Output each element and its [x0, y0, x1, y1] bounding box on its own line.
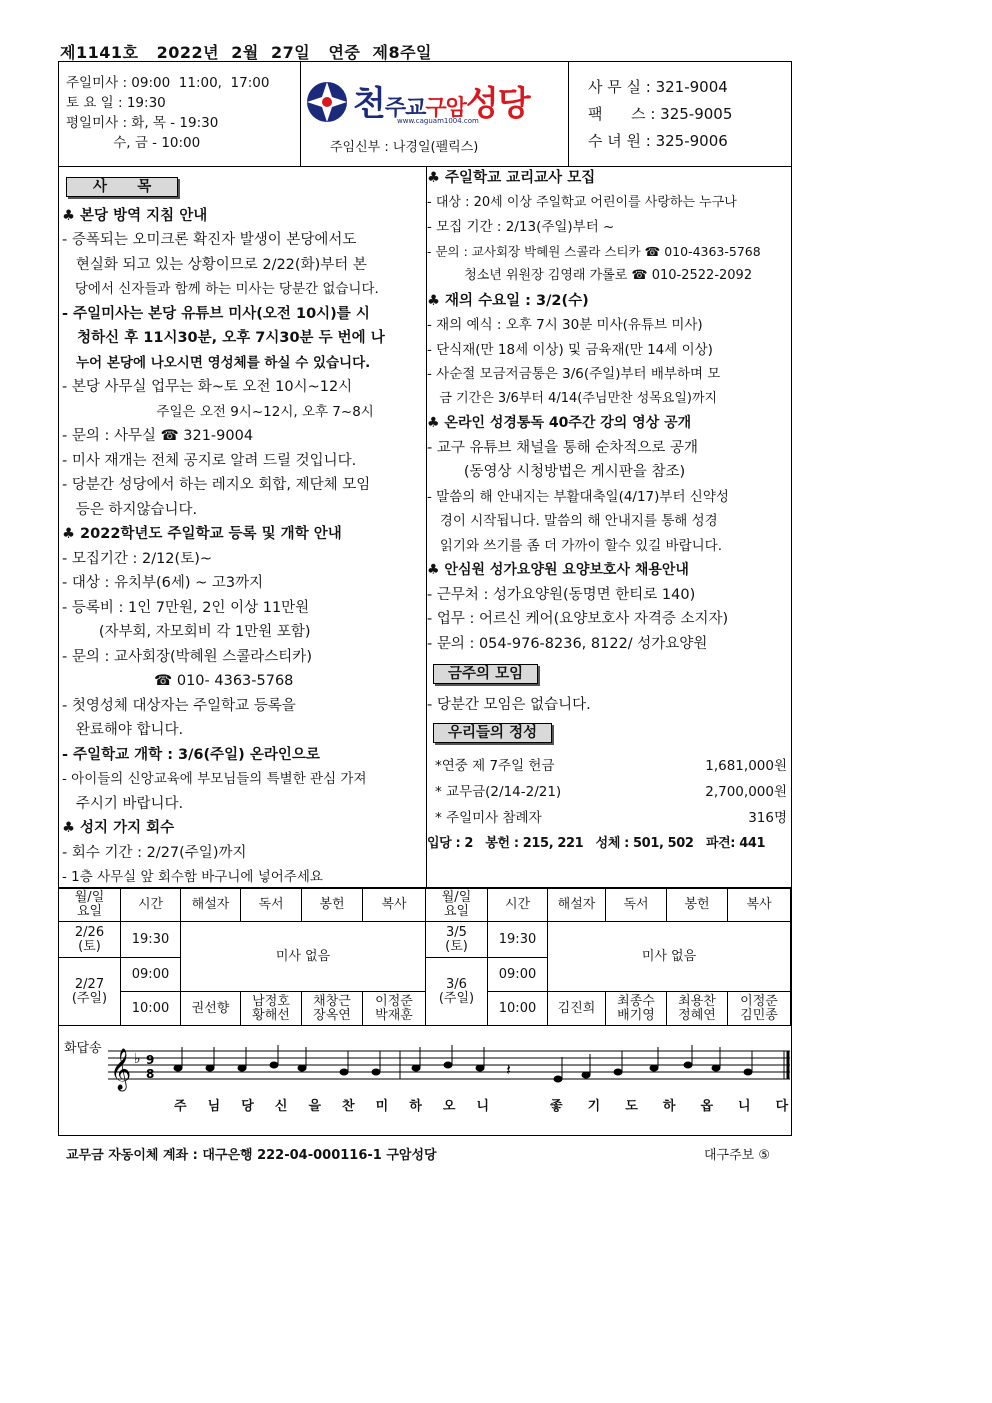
header-server: 복사: [363, 888, 426, 922]
notice-line: - 근무처 : 성가요양원(동명면 한티로 140): [427, 586, 696, 603]
psalm-lyrics-2: 좋 기 도 하 옵 니 다: [550, 1099, 789, 1114]
header-reading: 독서: [241, 888, 302, 922]
header-date: 월/일 요일: [59, 888, 121, 922]
commentator-cell: 권선향: [181, 992, 241, 1026]
offering-value: 316명: [748, 809, 787, 826]
time-cell: 19:30: [121, 922, 181, 958]
header-offering: 봉헌: [667, 888, 728, 922]
pastor-name: 주임신부 : 나경일(펠릭스): [330, 140, 479, 155]
contact-numbers: [588, 74, 732, 155]
notice-line: 등은 하지않습니다.: [62, 501, 198, 518]
notice-line: 청소년 위원장 김영래 가롤로 ☎ 010-2522-2092: [427, 268, 753, 283]
notice-line: - 업무 : 어르신 케어(요양보호사 자격증 소지자): [427, 611, 729, 627]
notice-line: - 문의 : 054-976-8236, 8122/ 성가요양원: [427, 635, 708, 652]
notice-line: - 첫영성체 대상자는 주일학교 등록을: [62, 697, 296, 714]
time-cell: 10:00: [488, 992, 548, 1026]
weekday-mass-1: 평일미사 : 화, 목 - 19:30: [66, 115, 219, 131]
psalm-label: 화답송: [64, 1041, 102, 1056]
notice-line-bold: - 주일학교 개학 : 3/6(주일) 온라인으로: [62, 746, 320, 763]
section-label-offerings: 우리들의 정성: [433, 723, 552, 743]
svg-text:𝄽: 𝄽: [506, 1060, 511, 1079]
notice-heading: ♣ 주일학교 교리교사 모집: [427, 170, 596, 186]
header-commentator: 해설자: [548, 888, 606, 922]
notice-line: - 단식재(만 18세 이상) 및 금육재(만 14세 이상): [427, 341, 713, 358]
logo-emblem-icon: [305, 80, 349, 124]
date-cell: 3/5 (토): [426, 922, 488, 958]
notice-line: - 본당 사무실 업무는 화~토 오전 10시~12시: [62, 379, 353, 395]
reading-cell: 남정호 황해선: [241, 992, 302, 1026]
notice-line: - 등록비 : 1인 7만원, 2인 이상 11만원: [62, 599, 310, 616]
notice-line: - 문의 : 사무실 ☎ 321-9004: [62, 428, 254, 444]
server-cell: 이정준 김민종: [728, 992, 791, 1026]
offering-row: [427, 780, 789, 806]
left-column: [62, 175, 422, 890]
notice-line: 경이 시작됩니다. 말씀의 해 안내지를 통해 성경: [427, 513, 718, 529]
notice-line: - 모집 기간 : 2/13(주일)부터 ~: [427, 219, 615, 235]
notice-heading: ♣ 온라인 성경통독 40주간 강의 영상 공개: [427, 415, 692, 431]
notice-line: - 모집기간 : 2/12(토)~: [62, 550, 213, 567]
svg-text:𝄞: 𝄞: [110, 1049, 132, 1090]
notice-heading: ♣ 성지 가지 회수: [62, 820, 175, 836]
header-time: 시간: [121, 888, 181, 922]
time-cell: 19:30: [488, 922, 548, 958]
notice-line: - 문의 : 교사회장 박혜원 스콜라 스티카 ☎ 010-4363-5768: [427, 243, 761, 259]
svg-text:8: 8: [146, 1067, 155, 1081]
offering-value: 2,700,000원: [705, 783, 787, 800]
issue-title: 제1141호 2022년 2월 27일 연중 제8주일: [60, 43, 432, 62]
fax-number: 팩 스 : 325-9005: [588, 105, 733, 123]
header-commentator: 해설자: [181, 888, 241, 922]
notice-line: 읽기와 쓰기를 좀 더 가까이 할수 있길 바랍니다.: [427, 537, 722, 554]
notice-line: 금 기간은 3/6부터 4/14(주님만찬 성목요일)까지: [427, 390, 718, 406]
header-server: 복사: [728, 888, 791, 922]
no-mass-cell: 미사 없음: [181, 922, 426, 992]
office-phone: 사 무 실 : 321-9004: [588, 78, 728, 96]
date-cell: 2/27 (주일): [59, 958, 121, 1026]
offering-row: [427, 754, 789, 780]
music-staff-icon: [60, 1037, 792, 1097]
offering-name: * 주일미사 참례자: [435, 809, 542, 826]
notice-line: - 아이들의 신앙교육에 부모님들의 특별한 관심 가져: [62, 771, 367, 787]
notice-line: 현실화 되고 있는 상황이므로 2/22(화)부터 본: [62, 256, 367, 273]
offering-name: *연중 제 7주일 헌금: [435, 757, 555, 774]
ministry-schedule-table: [58, 887, 791, 1026]
header-reading: 독서: [606, 888, 667, 922]
svg-text:♭: ♭: [134, 1051, 141, 1067]
time-cell: 10:00: [121, 992, 181, 1026]
notice-line: - 문의 : 교사회장(박혜원 스콜라스티카): [62, 648, 312, 665]
meetings-line: - 당분간 모임은 없습니다.: [427, 696, 591, 713]
notice-line: - 증폭되는 오미크론 확진자 발생이 본당에서도: [62, 232, 357, 248]
commentator-cell: 김진희: [548, 992, 606, 1026]
convent-phone: 수 녀 원 : 325-9006: [588, 132, 728, 150]
notice-line-bold: 누어 본당에 나오시면 영성체를 하실 수 있습니다.: [62, 354, 371, 371]
no-mass-cell: 미사 없음: [548, 922, 791, 992]
notice-line: 주시기 바랍니다.: [62, 795, 184, 812]
notice-line: - 회수 기간 : 2/27(주일)까지: [62, 844, 247, 861]
notice-line: - 대상 : 20세 이상 주일학교 어린이를 사랑하는 누구나: [427, 194, 737, 210]
offering-name: * 교무금(2/14-2/21): [435, 783, 562, 800]
notice-line: 주일은 오전 9시~12시, 오후 7~8시: [62, 403, 374, 420]
reading-cell: 최종수 배기영: [606, 992, 667, 1026]
header-time: 시간: [488, 888, 548, 922]
notice-line: (자부회, 자모회비 각 1만원 포함): [62, 624, 311, 640]
mass-times: [66, 73, 269, 153]
psalm-lyrics-1: 주 님 당 신 을 찬 미 하 오 니: [174, 1099, 490, 1114]
bank-account-info: 교무금 자동이체 계좌 : 대구은행 222-04-000116-1 구암성당: [66, 1148, 437, 1163]
saturday-mass: 토 요 일 : 19:30: [66, 95, 166, 111]
notice-line: - 교구 유튜브 채널을 통해 순차적으로 공개: [427, 439, 699, 456]
offering-row: [427, 806, 789, 832]
sunday-mass: 주일미사 : 09:00 11:00, 17:00: [66, 75, 270, 91]
section-label-meetings: 금주의 모임: [433, 664, 538, 684]
notice-line-bold: - 주일미사는 본당 유튜브 미사(오전 10시)를 시: [62, 305, 370, 322]
notice-heading: ♣ 안심원 성가요양원 요양보호사 채용안내: [427, 562, 689, 578]
time-cell: 09:00: [488, 958, 548, 992]
date-cell: 3/6 (주일): [426, 958, 488, 1026]
notice-heading: ♣ 2022학년도 주일학교 등록 및 개학 안내: [62, 526, 342, 542]
notice-line: - 미사 재개는 전체 공지로 알려 드릴 것입니다.: [62, 452, 357, 469]
notice-line: - 사순절 모금저금통은 3/6(주일)부터 배부하며 모: [427, 366, 721, 382]
notice-line: - 대상 : 유치부(6세) ~ 고3까지: [62, 575, 264, 591]
notice-line: ☎ 010- 4363-5768: [62, 673, 294, 689]
offering-cell: 채창근 장옥연: [302, 992, 363, 1026]
parish-logo: [305, 74, 545, 134]
notice-line-bold: 청하신 후 11시30분, 오후 7시30분 두 번에 나: [62, 330, 385, 346]
notice-line: 완료해야 합니다.: [62, 722, 184, 738]
offering-value: 1,681,000원: [705, 757, 787, 774]
notice-heading: ♣ 본당 방역 지침 안내: [62, 207, 208, 224]
notice-line: - 재의 예식 : 오후 7시 30분 미사(유튜브 미사): [427, 317, 703, 333]
server-cell: 이정준 박재훈: [363, 992, 426, 1026]
header-offering: 봉헌: [302, 888, 363, 922]
notice-line: - 1층 사무실 앞 회수함 바구니에 넣어주세요: [62, 869, 323, 885]
page-number: 대구주보 ⑤: [704, 1148, 771, 1163]
notice-line: - 말씀의 해 안내지는 부활대축일(4/17)부터 신약성: [427, 488, 729, 505]
schedule-row: [59, 922, 791, 958]
notice-heading: ♣ 재의 수요일 : 3/2(수): [427, 292, 589, 309]
notice-line: 당에서 신자들과 함께 하는 미사는 당분간 없습니다.: [62, 281, 379, 297]
notice-line: - 당분간 성당에서 하는 레지오 회합, 제단체 모임: [62, 477, 371, 493]
offering-cell: 최용찬 정혜연: [667, 992, 728, 1026]
time-cell: 09:00: [121, 958, 181, 992]
right-column: [427, 166, 789, 856]
notice-line: (동영상 시청방법은 게시판을 참조): [427, 464, 686, 480]
logo-url: www.caguam1004.com: [397, 117, 479, 125]
date-cell: 2/26 (토): [59, 922, 121, 958]
svg-text:9: 9: [146, 1053, 155, 1067]
section-label-pastoral: 사 목: [66, 177, 178, 197]
header-date: 월/일 요일: [426, 888, 488, 922]
responsorial-psalm: [60, 1033, 792, 1136]
logo-wordmark: 천주교구암성당: [353, 84, 530, 124]
schedule-row: [59, 992, 791, 1026]
schedule-header-row: [59, 888, 791, 922]
weekday-mass-2: 수, 금 - 10:00: [66, 135, 201, 151]
mass-stats: 입당 : 2 봉헌 : 215, 221 성체 : 501, 502 파견: 441: [427, 835, 766, 851]
